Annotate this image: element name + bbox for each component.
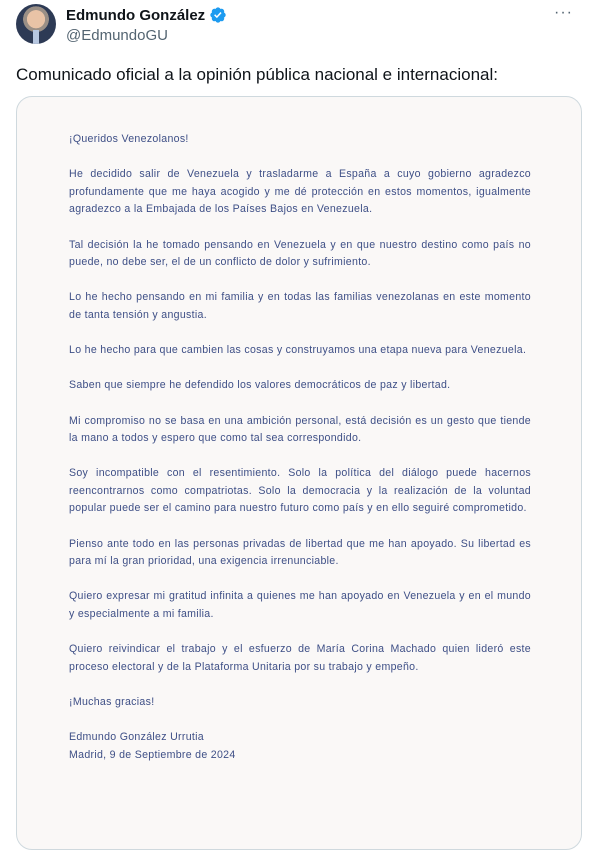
more-options-icon[interactable]: ··· [554, 4, 573, 21]
tweet-text: Comunicado oficial a la opinión pública nacional e internacional: [16, 65, 498, 84]
letter-paragraph: Quiero reivindicar el trabajo y el esfuerzo de María Corina Machado quien lideró este proceso electoral y de la Plataforma Unitaria por su trabajo y empeño. [69, 643, 531, 673]
letter-paragraph: Quiero expresar mi gratitud infinita a quienes me han apoyado en Venezuela y en el mundo y especialmente a mi familia. [69, 590, 531, 621]
attached-image[interactable] [16, 96, 582, 850]
letter-place-date: Madrid, 9 de Septiembre de 2024 [69, 748, 236, 761]
letter-paragraph: Soy incompatible con el resentimiento. Solo la política del diálogo puede hacernos reencontrarnos como compatriotas. Solo la democracia y la realización de la voluntad popular puede ser el camino para nuestro futuro como país y en ello seguiré comprometido. [69, 467, 531, 515]
letter-paragraph: Lo he hecho para que cambien las cosas y construyamos una etapa nueva para Venezuela. [69, 344, 527, 357]
letter-paragraph: Pienso ante todo en las personas privadas de libertad que me han apoyado. Su libertad es para mí la gran prioridad, una exigencia irrenunciable. [69, 537, 531, 568]
letter-paragraph: He decidido salir de Venezuela y trasladarme a España a cuyo gobierno agradezco profundamente que me haya acogido y me dé protección en estos momentos, igualmente agradezco a la Embajada de los Países Bajos en Venezuela. [69, 168, 531, 216]
author-name-row[interactable] [66, 6, 227, 24]
letter-closing: ¡Muchas gracias! [69, 696, 155, 708]
letter-paragraph: Lo he hecho pensando en mi familia y en todas las familias venezolanas en este momento de tanta tensión y angustia. [69, 291, 531, 321]
tweet-header [0, 0, 593, 56]
letter-paragraph: Tal decisión la he tomado pensando en Venezuela y en que nuestro destino como país no puede, no debe ser, el de un conflicto de dolor y sufrimiento. [69, 238, 531, 269]
author-handle[interactable]: @EdmundoGU [66, 27, 168, 44]
letter-paragraph: Mi compromiso no se basa en una ambición personal, está decisión es un gesto que tiende la mano a todos y espero que como tal sea correspondido. [69, 414, 531, 445]
letter-greeting: ¡Queridos Venezolanos! [69, 133, 189, 145]
letter-document [69, 131, 531, 764]
avatar-tie [33, 30, 39, 44]
letter-paragraph: Saben que siempre he defendido los valores democráticos de paz y libertad. [69, 379, 451, 392]
verified-badge-icon [209, 6, 227, 24]
avatar[interactable] [16, 4, 56, 44]
author-name[interactable]: Edmundo González [66, 6, 206, 24]
letter-signature: Edmundo González Urrutia [69, 731, 204, 744]
